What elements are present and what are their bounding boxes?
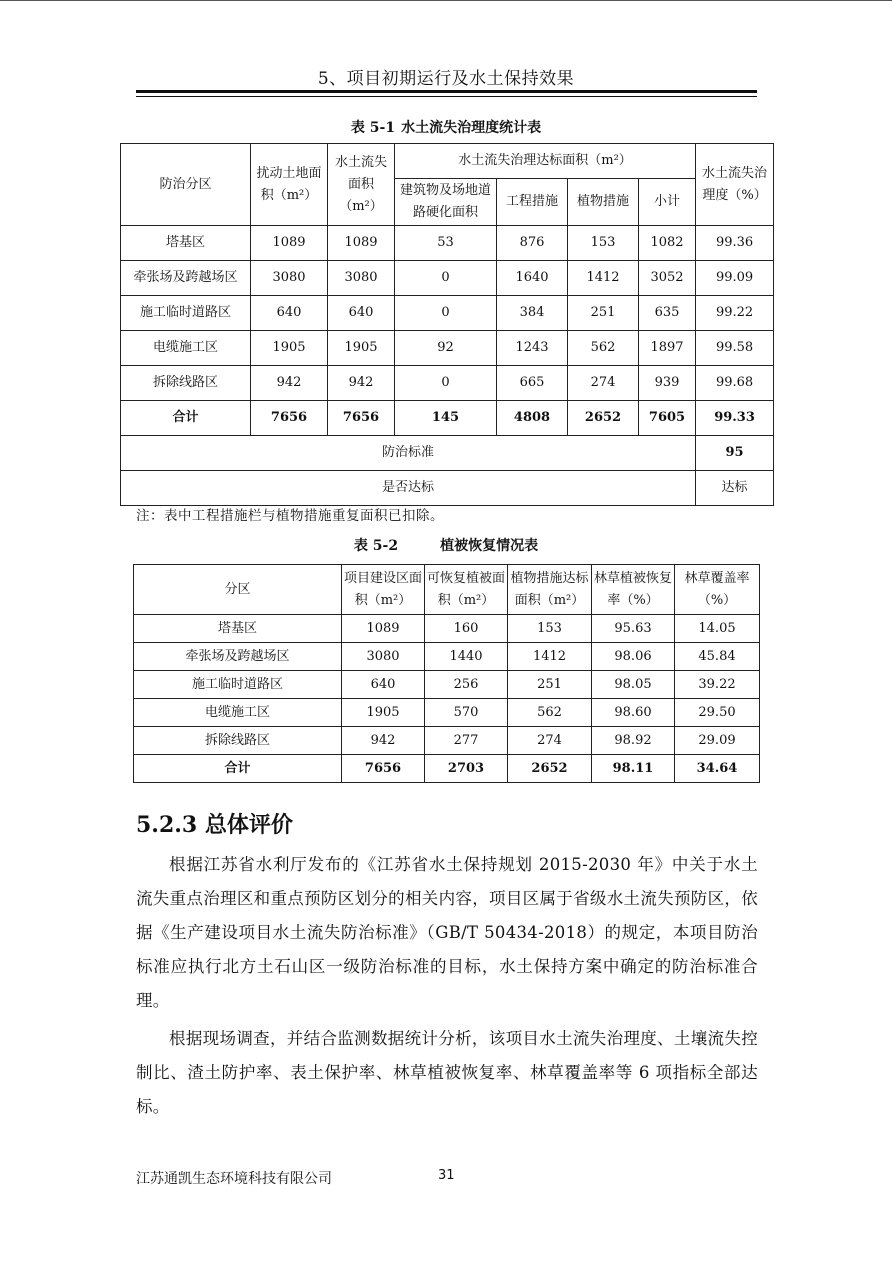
- t1-zone-cell: 塔基区: [121, 226, 251, 261]
- t1-value-cell: 3080: [328, 261, 395, 296]
- t2-header-coverage-rate: 林草覆盖率（%）: [675, 565, 760, 615]
- t1-value-cell: 1905: [328, 331, 395, 366]
- t2-value-cell: 29.50: [675, 699, 760, 727]
- t1-value-cell: 876: [497, 226, 568, 261]
- t1-value-cell: 53: [395, 226, 497, 261]
- table2-caption-text: 植被恢复情况表: [440, 538, 539, 554]
- table2-caption-number: 表 5-2: [353, 538, 399, 554]
- t1-value-cell: 99.22: [696, 296, 774, 331]
- t2-total-cell: 2652: [508, 755, 592, 783]
- t1-table-row: [121, 331, 774, 366]
- t2-value-cell: 98.60: [592, 699, 675, 727]
- body-paragraph: 根据现场调查，并结合监测数据统计分析，该项目水土流失治理度、土壤流失控制比、渣土防护率、表土保护率、林草植被恢复率、林草覆盖率等 6 项指标全部达标。: [136, 1029, 758, 1116]
- t2-table-row: [134, 699, 760, 727]
- t2-zone-cell: 塔基区: [134, 615, 342, 643]
- t2-header-project-area: 项目建设区面积（m²）: [342, 565, 425, 615]
- t2-value-cell: 98.06: [592, 643, 675, 671]
- t1-value-cell: 274: [568, 366, 639, 401]
- t2-total-row: [134, 755, 760, 783]
- t1-total-cell: 合计: [121, 401, 251, 436]
- t1-value-cell: 99.36: [696, 226, 774, 261]
- t1-value-cell: 153: [568, 226, 639, 261]
- t1-value-cell: 942: [328, 366, 395, 401]
- vegetation-recovery-table: [133, 564, 760, 783]
- t2-value-cell: 153: [508, 615, 592, 643]
- t1-value-cell: 1089: [251, 226, 328, 261]
- t2-value-cell: 39.22: [675, 671, 760, 699]
- t1-value-cell: 3052: [639, 261, 696, 296]
- t2-zone-cell: 拆除线路区: [134, 727, 342, 755]
- t2-value-cell: 562: [508, 699, 592, 727]
- t1-value-cell: 562: [568, 331, 639, 366]
- page-top-border: [0, 0, 892, 1]
- t2-value-cell: 570: [425, 699, 508, 727]
- t2-value-cell: 274: [508, 727, 592, 755]
- t2-total-cell: 34.64: [675, 755, 760, 783]
- t2-value-cell: 160: [425, 615, 508, 643]
- t1-meets-value: 达标: [696, 471, 774, 506]
- header-rule-thin: [136, 96, 757, 97]
- t1-value-cell: 99.58: [696, 331, 774, 366]
- t2-value-cell: 251: [508, 671, 592, 699]
- t1-value-cell: 1089: [328, 226, 395, 261]
- t2-value-cell: 640: [342, 671, 425, 699]
- t1-zone-cell: 拆除线路区: [121, 366, 251, 401]
- t2-value-cell: 1412: [508, 643, 592, 671]
- t1-value-cell: 384: [497, 296, 568, 331]
- t1-standard-row: [121, 436, 774, 471]
- t1-table-row: [121, 366, 774, 401]
- t1-total-row: [121, 401, 774, 436]
- table1-caption-text: 水土流失治理度统计表: [401, 120, 542, 136]
- t1-value-cell: 1905: [251, 331, 328, 366]
- t1-value-cell: 99.09: [696, 261, 774, 296]
- t2-total-cell: 7656: [342, 755, 425, 783]
- t2-zone-cell: 施工临时道路区: [134, 671, 342, 699]
- t2-table-row: [134, 671, 760, 699]
- t1-value-cell: 635: [639, 296, 696, 331]
- t1-value-cell: 92: [395, 331, 497, 366]
- t1-standard-label: 防治标准: [121, 436, 696, 471]
- t1-total-cell: 7605: [639, 401, 696, 436]
- t2-value-cell: 29.09: [675, 727, 760, 755]
- t1-value-cell: 942: [251, 366, 328, 401]
- table2-caption: [0, 535, 892, 555]
- t1-total-cell: 145: [395, 401, 497, 436]
- t2-value-cell: 1440: [425, 643, 508, 671]
- t1-value-cell: 640: [328, 296, 395, 331]
- t1-total-cell: 7656: [251, 401, 328, 436]
- t2-header-recovery-rate: 林草植被恢复率（%）: [592, 565, 675, 615]
- t1-value-cell: 1640: [497, 261, 568, 296]
- t1-value-cell: 0: [395, 296, 497, 331]
- t1-value-cell: 1412: [568, 261, 639, 296]
- t1-zone-cell: 电缆施工区: [121, 331, 251, 366]
- t1-header-disturbed: 扰动土地面积（m²）: [251, 144, 328, 226]
- t2-value-cell: 256: [425, 671, 508, 699]
- t1-total-cell: 2652: [568, 401, 639, 436]
- t1-value-cell: 1897: [639, 331, 696, 366]
- t2-value-cell: 45.84: [675, 643, 760, 671]
- t1-table-row: [121, 226, 774, 261]
- section-heading: 5.2.3 总体评价: [136, 812, 293, 838]
- t1-value-cell: 0: [395, 366, 497, 401]
- t2-value-cell: 277: [425, 727, 508, 755]
- table1-caption: [0, 117, 892, 137]
- t2-table-row: [134, 727, 760, 755]
- page-number: 31: [438, 1168, 455, 1183]
- t1-header-rate: 水土流失治理度（%）: [696, 144, 774, 226]
- t1-value-cell: 0: [395, 261, 497, 296]
- t1-zone-cell: 施工临时道路区: [121, 296, 251, 331]
- t1-total-cell: 7656: [328, 401, 395, 436]
- t2-total-cell: 2703: [425, 755, 508, 783]
- t1-header-subtotal: 小计: [639, 179, 696, 226]
- footer-company: 江苏通凯生态环境科技有限公司: [136, 1171, 332, 1187]
- t2-value-cell: 98.92: [592, 727, 675, 755]
- t2-value-cell: 1089: [342, 615, 425, 643]
- t1-meets-label: 是否达标: [121, 471, 696, 506]
- soil-erosion-control-table: [120, 143, 774, 506]
- t1-standard-value: 95: [696, 436, 774, 471]
- t1-value-cell: 939: [639, 366, 696, 401]
- t1-table-row: [121, 261, 774, 296]
- t2-value-cell: 942: [342, 727, 425, 755]
- t1-value-cell: 3080: [251, 261, 328, 296]
- t1-value-cell: 99.68: [696, 366, 774, 401]
- t2-table-row: [134, 643, 760, 671]
- header-rule-thick: [136, 90, 757, 93]
- t1-header-treated-group: 水土流失治理达标面积（m²）: [395, 144, 696, 179]
- t1-total-cell: 4808: [497, 401, 568, 436]
- t2-value-cell: 3080: [342, 643, 425, 671]
- t1-total-cell: 99.33: [696, 401, 774, 436]
- t1-header-engineering: 工程措施: [497, 179, 568, 226]
- t2-header-recoverable: 可恢复植被面积（m²）: [425, 565, 508, 615]
- t1-header-buildings: 建筑物及场地道路硬化面积: [395, 179, 497, 226]
- t1-header-loss-area: 水土流失面积（m²）: [328, 144, 395, 226]
- t1-value-cell: 1243: [497, 331, 568, 366]
- t2-value-cell: 98.05: [592, 671, 675, 699]
- t2-zone-cell: 牵张场及跨越场区: [134, 643, 342, 671]
- t2-value-cell: 14.05: [675, 615, 760, 643]
- t2-header-plant-area: 植物措施达标面积（m²）: [508, 565, 592, 615]
- t2-value-cell: 95.63: [592, 615, 675, 643]
- table1-caption-number: 表 5-1: [350, 120, 396, 136]
- t1-value-cell: 1082: [639, 226, 696, 261]
- t1-table-row: [121, 296, 774, 331]
- t2-total-cell: 98.11: [592, 755, 675, 783]
- t2-zone-cell: 电缆施工区: [134, 699, 342, 727]
- t1-value-cell: 665: [497, 366, 568, 401]
- t1-header-zone: 防治分区: [121, 144, 251, 226]
- t2-header-zone: 分区: [134, 565, 342, 615]
- t1-value-cell: 251: [568, 296, 639, 331]
- t2-total-cell: 合计: [134, 755, 342, 783]
- t1-zone-cell: 牵张场及跨越场区: [121, 261, 251, 296]
- t1-header-plant: 植物措施: [568, 179, 639, 226]
- t2-table-row: [134, 615, 760, 643]
- body-paragraph: 根据江苏省水利厅发布的《江苏省水土保持规划 2015-2030 年》中关于水土流失重点治理区和重点预防区划分的相关内容，项目区属于省级水土流失预防区，依据《生产建设项目水土流失防治标准》（GB/T 50434-2018）的规定，本项目防治标准应执行北方土石山区一级防治标准的目标，水土保持方案中确定的防治标准合理。: [136, 855, 758, 1010]
- table1-note: 注：表中工程措施栏与植物措施重复面积已扣除。: [136, 508, 444, 524]
- t2-value-cell: 1905: [342, 699, 425, 727]
- t1-value-cell: 640: [251, 296, 328, 331]
- running-header: 5、项目初期运行及水土保持效果: [317, 69, 575, 89]
- t1-meets-row: [121, 471, 774, 506]
